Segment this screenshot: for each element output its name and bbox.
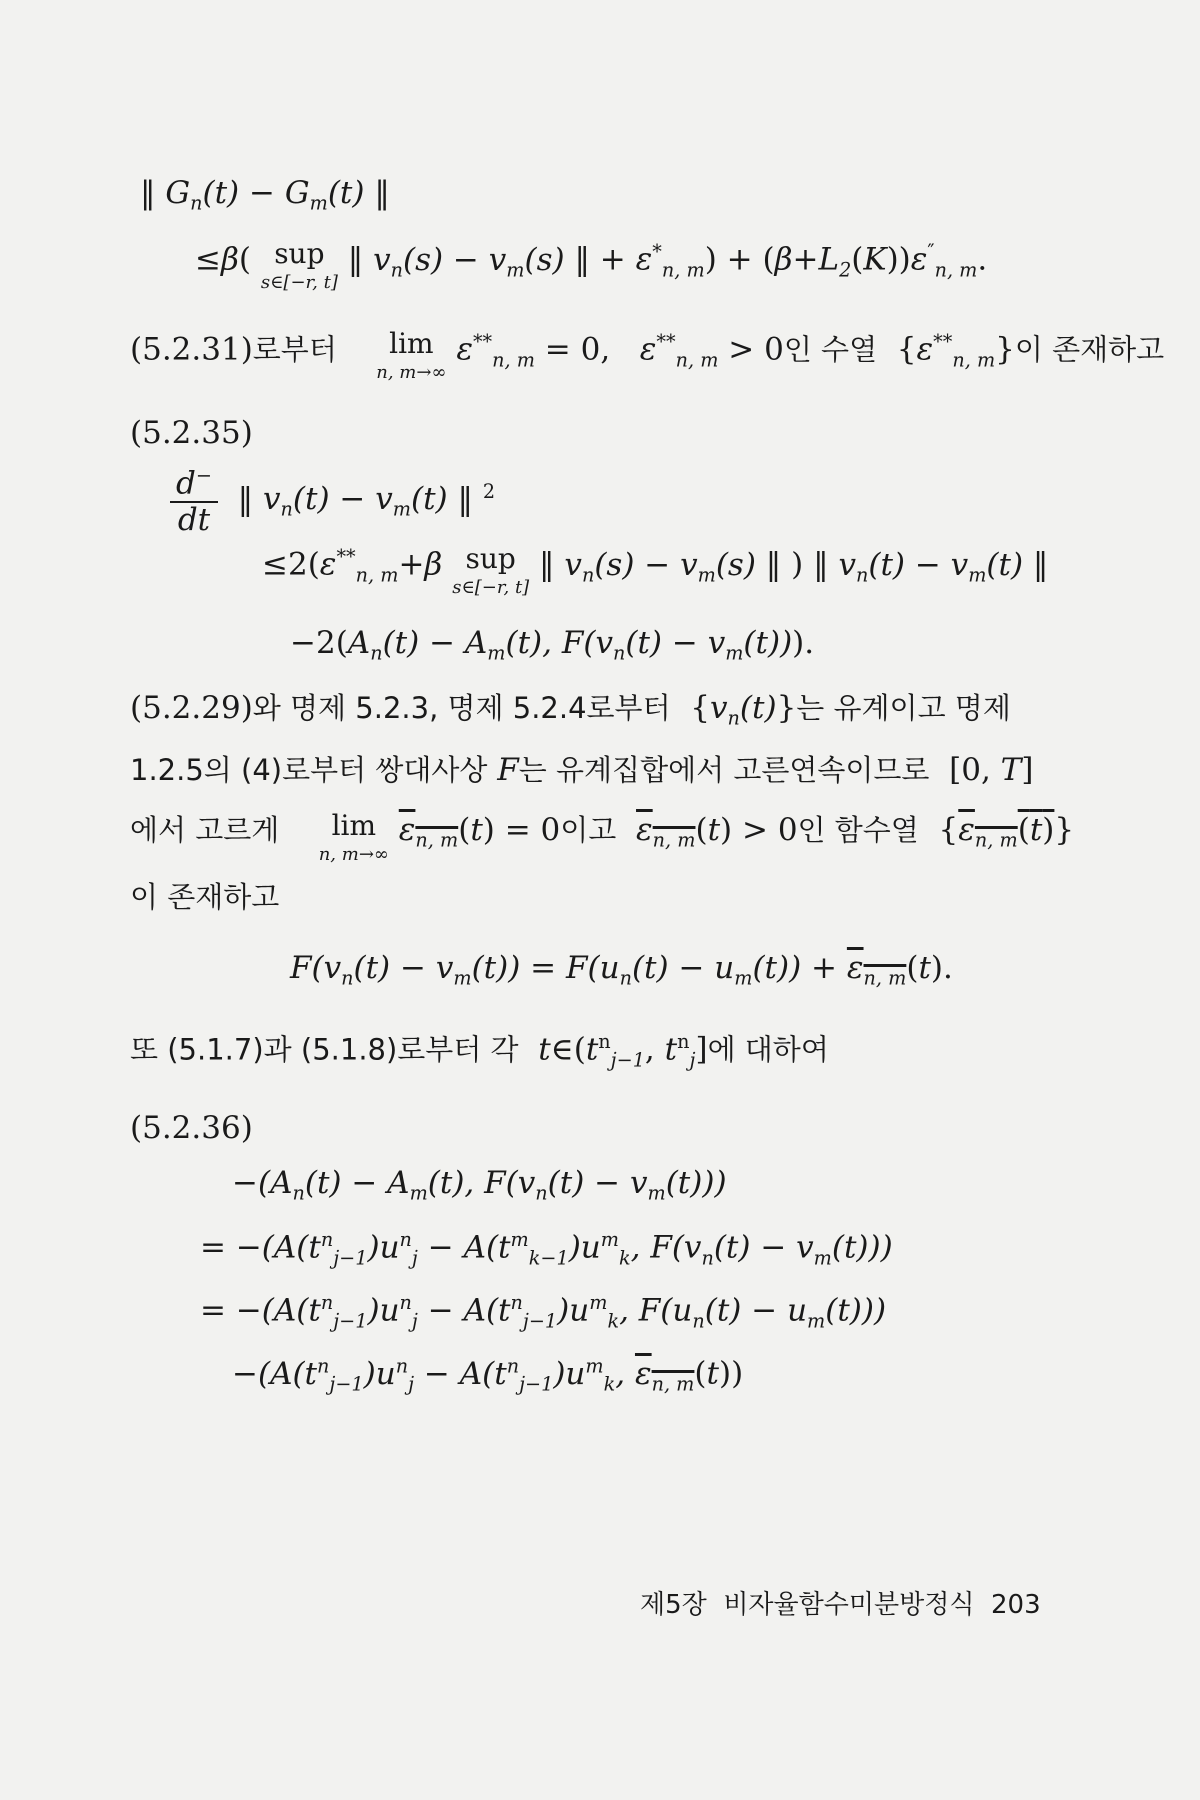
paragraph-line-5: 또 (5.1.7)과 (5.1.8)로부터 각 $t\in(t^n_{j-1}$, $t^n_j$]에 대하여 — [130, 1030, 829, 1072]
equation-line-F: $F(v_n(t) - v_m(t)) = F(u_n(t) - u_m(t)) + \varepsilon_{n, m}(t)$. — [290, 950, 953, 990]
equation-line-36b: = $-(A(t^n_{j-1})u^n_j - A(t^m_{k-1})u^m_k$, $F(v_n(t) - v_m(t))$) — [200, 1228, 893, 1270]
korean-text: 와 명제 5.2.3, 명제 5.2.4로부터 — [252, 691, 671, 725]
equation-line-36c: = $-(A(t^n_{j-1})u^n_j - A(t^n_{j-1})u^m_k$, $F(u_n(t) - u_m(t))$) — [200, 1291, 887, 1333]
korean-text: 이 존재하고 — [1014, 332, 1165, 367]
equation-line-1: ‖ $G_n(t) - G_m(t)$ ‖ — [140, 175, 390, 215]
page-number: 203 — [991, 1590, 1041, 1620]
equation-line-36a: $-(A_n(t) - A_m(t)$, $F(v_n(t) - v_m(t))$) — [232, 1165, 727, 1205]
korean-text: 1.2.5의 (4)로부터 쌍대사상 — [130, 753, 488, 787]
paragraph-line-2: 1.2.5의 (4)로부터 쌍대사상 F는 유계집합에서 고른연속이므로 [0, T] — [130, 752, 1034, 788]
korean-text: 이고 — [560, 813, 617, 847]
paragraph-line-3: 에서 고르게 lim n, m→∞ $\varepsilon_{n, m}(t) = 0$이고 $\varepsilon_{n, m}(t) > 0$인 함수열 $\{\varepsilon_{n, m}(t)\}$ — [130, 809, 1075, 865]
korean-text: 인 수열 — [783, 332, 878, 367]
equation-line-2: ≤β( sup s∈[−r, t] ‖ $v_n(s) - v_m(s)$ ‖ + $\varepsilon^*_{n, m}) + (\beta+L_2(K))\varepsilon''_{n, m}$. — [195, 237, 988, 293]
paragraph-line-1: (5.2.29)와 명제 5.2.3, 명제 5.2.4로부터 $\{v_n(t)\}$는 유계이고 명제 — [130, 690, 1011, 730]
equation-line-3: (5.2.31)로부터 lim n, m→∞ $\varepsilon^{**}_{n, m} = 0$, $\varepsilon^{**}_{n, m} > 0$인 수열 $\{\varepsilon^{**}_{n, m}\}$이 존재하고 — [130, 327, 1165, 383]
page-footer — [640, 1590, 1041, 1621]
equation-line-derivative: $\frac{d^-}{dt}$ ‖ $v_n(t) - v_m(t)$ ‖ $^2$ — [170, 465, 495, 537]
chapter-label: 제5장 — [640, 1590, 707, 1620]
equation-line-ineq: $\le 2(\varepsilon^{**}_{n, m}+\beta$ sup s∈[−r, t] ‖ $v_n(s) - v_m(s)$ ‖ ) ‖ $v_n(t) - v_m(t)$ ‖ — [262, 542, 1049, 598]
equation-ref: (5.2.31) — [130, 331, 253, 368]
korean-text: 에서 고르게 — [130, 813, 280, 847]
korean-text: 는 유계이고 명제 — [796, 691, 1011, 725]
paragraph-line-4: 이 존재하고 — [130, 880, 280, 914]
korean-text: 인 함수열 — [797, 813, 919, 847]
equation-line-36d: $-(A(t^n_{j-1})u^n_j - A(t^n_{j-1})u^m_k$, $\varepsilon_{n, m}(t)$) — [232, 1354, 744, 1396]
equation-ref: (5.2.29) — [130, 690, 253, 726]
korean-text: 로부터 — [252, 332, 337, 367]
korean-text: 에 대하여 — [707, 1032, 829, 1067]
chapter-title: 비자율함수미분방정식 — [723, 1590, 975, 1620]
korean-text: 또 (5.1.7)과 (5.1.8)로부터 각 — [130, 1032, 519, 1067]
equation-line-A: $-2(A_n(t) - A_m(t)$, $F(v_n(t) - v_m(t))$). — [290, 625, 815, 665]
equation-ref-36: (5.2.36) — [130, 1110, 253, 1146]
korean-text: 는 유계집합에서 고른연속이므로 — [518, 753, 930, 787]
equation-ref-35: (5.2.35) — [130, 415, 253, 451]
